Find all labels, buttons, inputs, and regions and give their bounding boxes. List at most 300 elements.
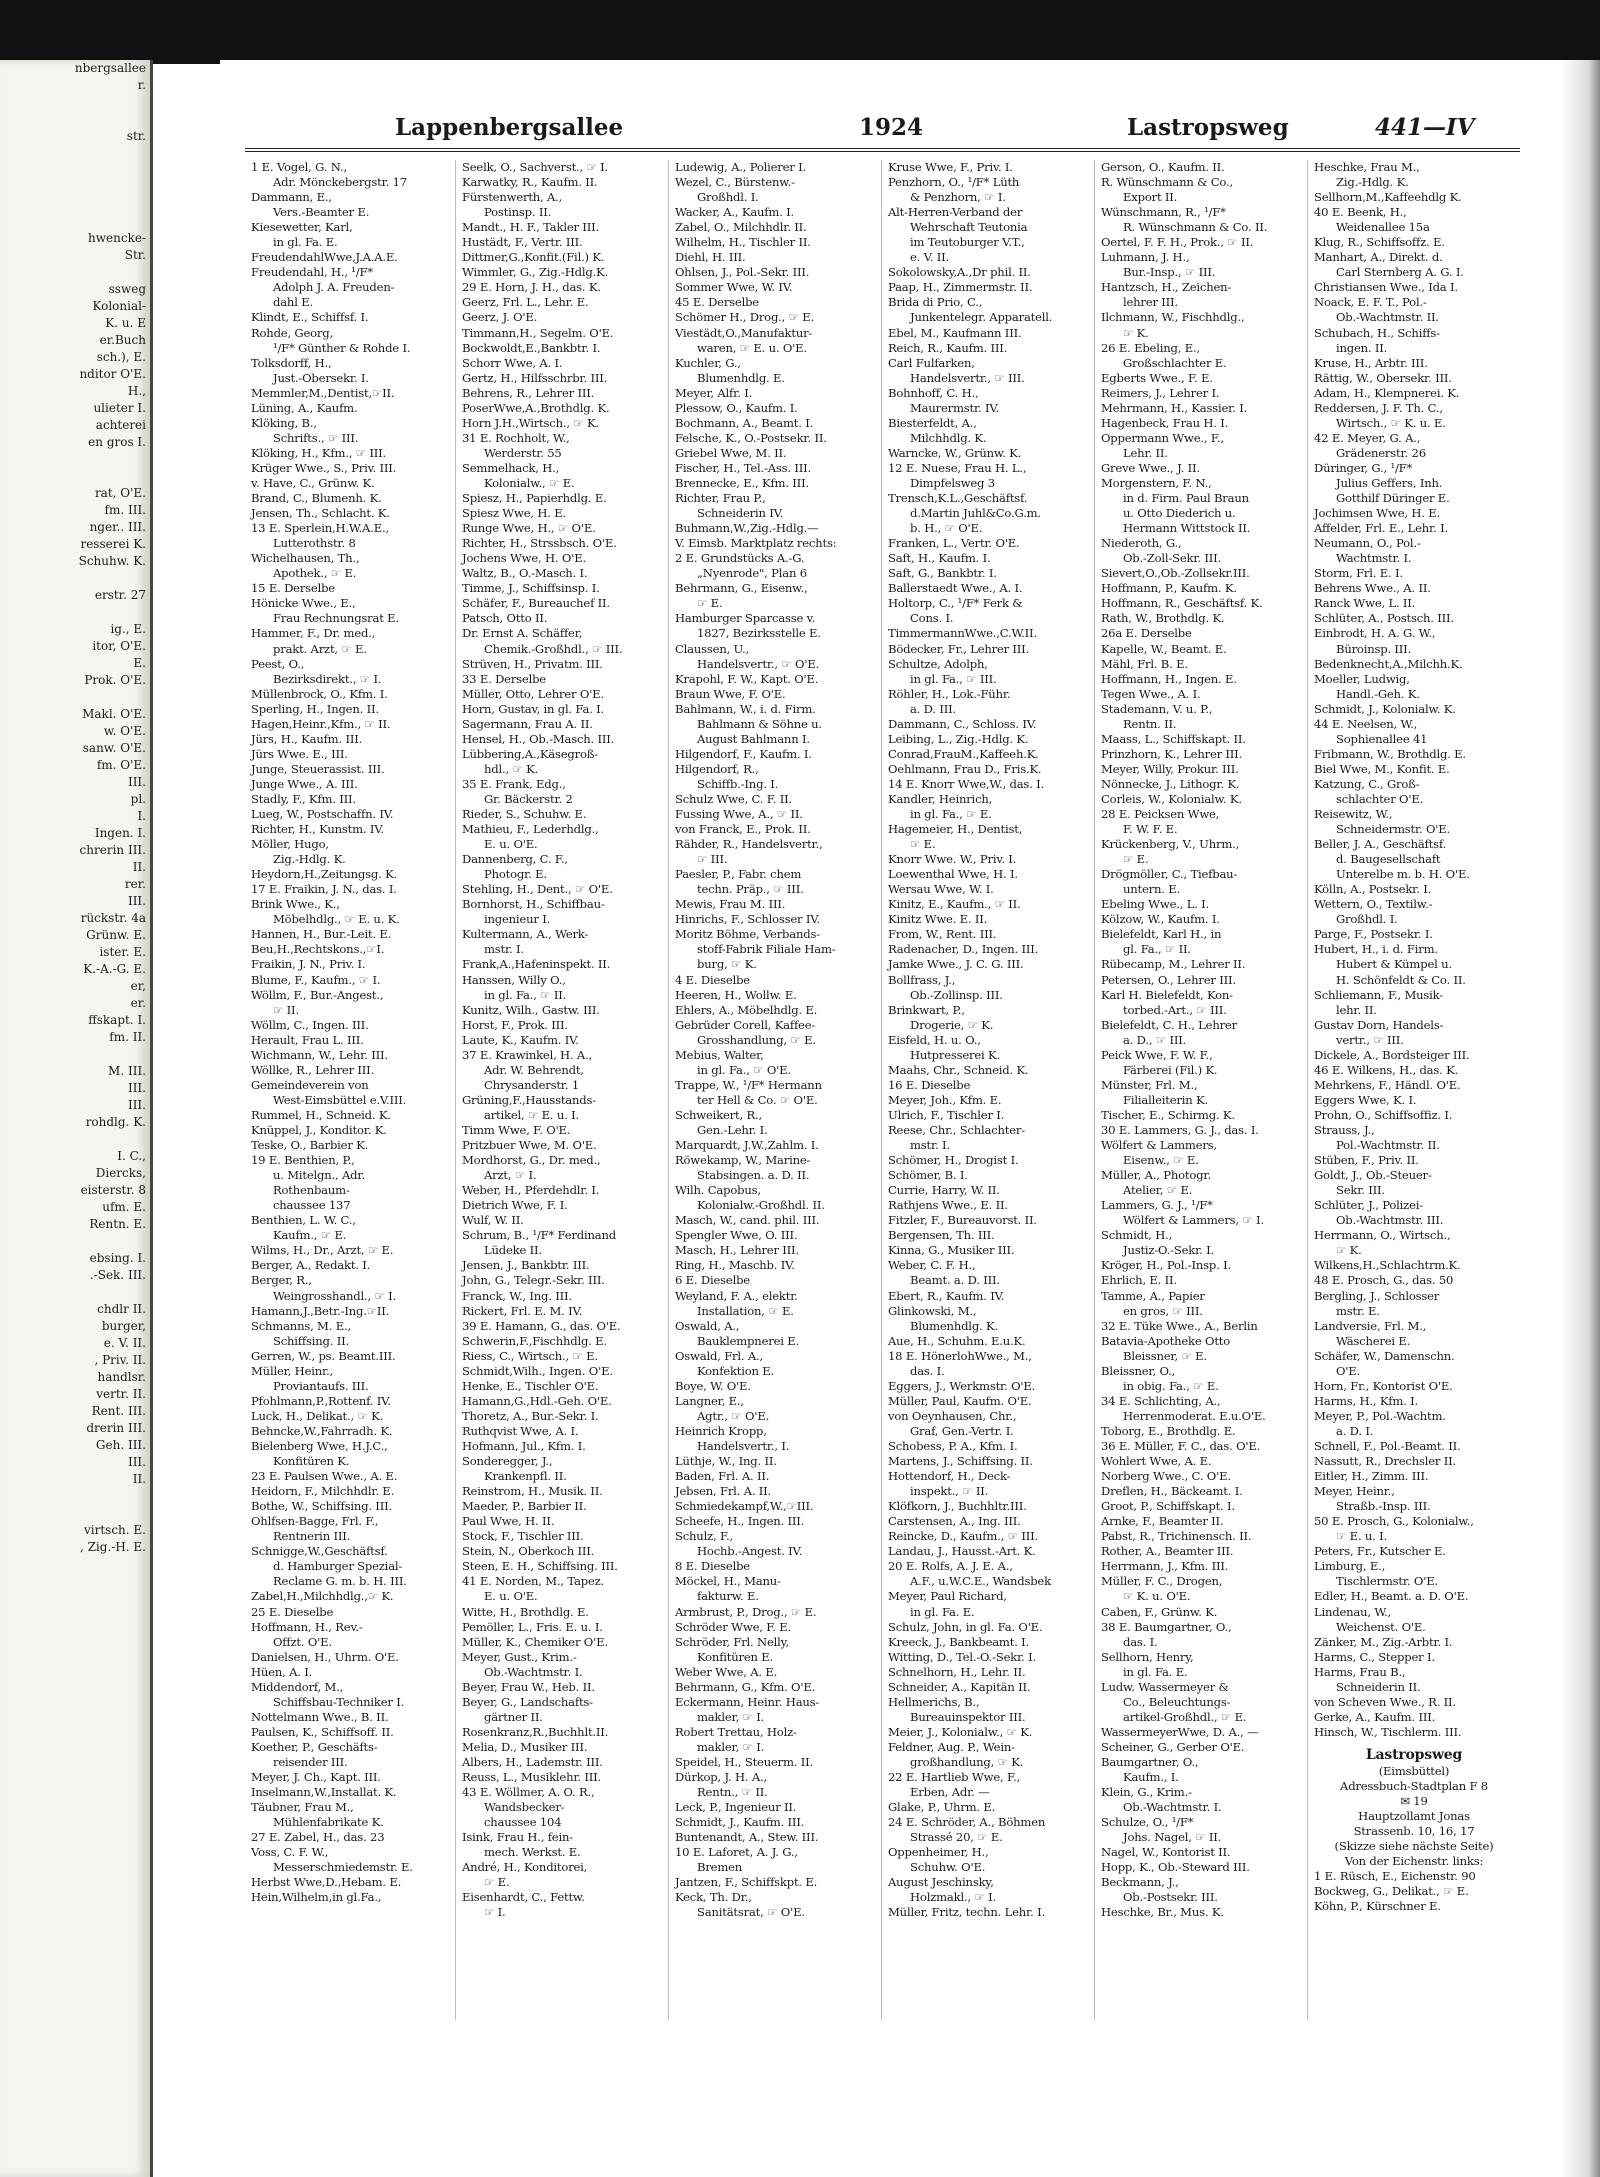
directory-entry-line: großhandlung, ☞ K. [910, 1754, 1024, 1769]
directory-entry-line: Klöking, B., [251, 415, 317, 430]
directory-entry-line: Schulze, O., ¹/F* [1101, 1815, 1194, 1830]
directory-entry-line: prakt. Arzt, ☞ E. [273, 641, 367, 656]
facing-page-fragment: fm. II. [109, 1030, 146, 1044]
directory-entry-line: Jochens Wwe, H. O'E. [462, 551, 586, 566]
directory-entry-line: Manhart, A., Direkt. d. [1314, 250, 1443, 265]
directory-entry-line: Rieder, S., Schuhw. E. [462, 807, 587, 822]
directory-entry-line: Holtorp, C., ¹/F* Ferk & [888, 596, 1023, 611]
directory-entry-line: 29 E. Horn, J. H., das. K. [462, 280, 601, 295]
facing-page-fragment: sch.), E. [96, 350, 146, 364]
directory-entry-line: Strauss, J., [1314, 1123, 1375, 1137]
directory-entry-line: Noack, E. F. T., Pol.- [1314, 295, 1427, 310]
directory-entry-line: West-Eimsbüttel e.V.III. [273, 1092, 407, 1107]
directory-entry-line: ☞ E. [1123, 852, 1149, 867]
directory-entry-line: Wachtmstr. I. [1336, 551, 1412, 566]
directory-entry-line: Hannen, H., Bur.-Leit. E. [251, 927, 392, 942]
directory-entry-line: Kandler, Heinrich, [888, 791, 993, 806]
street-section-line: Von der Eichenstr. links: [1344, 1854, 1484, 1869]
directory-entry-line: Reinstrom, H., Musik. II. [462, 1484, 603, 1499]
directory-entry-line: Handelsvertr., ☞ O'E. [697, 656, 820, 671]
directory-entry-line: Hutpresserei K. [910, 1047, 1000, 1062]
directory-entry-line: Ebert, R., Kaufm. IV. [888, 1288, 1005, 1303]
directory-entry-line: 16 E. Dieselbe [888, 1077, 971, 1092]
directory-entry-line: chaussee 137 [273, 1198, 351, 1213]
directory-entry-line: Affelder, Frl. E., Lehr. I. [1314, 521, 1448, 536]
directory-entry-line: Petersen, O., Lehrer III. [1101, 972, 1236, 987]
directory-entry-line: Holzmakl., ☞ I. [910, 1890, 996, 1905]
directory-entry-line: Runge Wwe, H., ☞ O'E. [462, 521, 596, 536]
directory-entry-line: Koether, P., Geschäfts- [251, 1739, 378, 1754]
facing-page-fragment [0, 1284, 150, 1301]
directory-entry-line: Ruthqvist Wwe, A. I. [462, 1423, 579, 1438]
directory-entry-line: Tolksdorff, H., [251, 355, 332, 370]
facing-page-fragment: resserei K. [80, 537, 146, 551]
directory-entry-line: Müller, Paul, Kaufm. O'E. [888, 1393, 1032, 1408]
directory-entry-line: ingenieur I. [484, 912, 551, 927]
directory-entry-line: Trensch,K.L.,Geschäftsf. [888, 491, 1028, 506]
directory-entry-line: Hermann Wittstock II. [1123, 521, 1251, 536]
directory-entry-line: Müller, F. C., Drogen, [1101, 1574, 1223, 1589]
directory-entry-line: Einbrodt, H. A. G. W., [1314, 626, 1436, 641]
facing-page-fragment: E. [133, 656, 146, 670]
directory-entry-line: Batavia-Apotheke Otto [1101, 1333, 1231, 1348]
directory-entry-line: das. I. [1123, 1634, 1158, 1649]
directory-entry-line: Peters, Fr., Kutscher E. [1314, 1544, 1446, 1559]
directory-entry-line: Heeren, H., Wollw. E. [675, 987, 797, 1002]
directory-entry-line: Installation, ☞ E. [697, 1303, 794, 1318]
directory-entry-line: 12 E. Nuese, Frau H. L., [888, 460, 1027, 475]
directory-entry-line: Hoffmann, H., Ingen. E. [1101, 671, 1237, 686]
directory-entry-line: Pol.-Wachtmstr. II. [1336, 1138, 1440, 1153]
directory-entry-line: Jochimsen Wwe, H. E. [1314, 506, 1440, 521]
scan-edge-mark [160, 46, 220, 64]
directory-entry-line: d. Hamburger Spezial- [273, 1559, 403, 1574]
facing-page-fragment: rohdlg. K. [85, 1115, 146, 1129]
directory-entry-line: Heidorn, F., Milchhdlr. E. [251, 1484, 395, 1499]
directory-entry-line: Weichenst. O'E. [1336, 1619, 1426, 1634]
directory-entry-line: Frank,A.,Hafeninspekt. II. [462, 957, 611, 972]
facing-page-fragment: II. [132, 860, 146, 874]
directory-entry-line: Kinitz Wwe. E. II. [888, 912, 988, 927]
directory-entry-line: Wohlert Wwe, A. E. [1101, 1454, 1212, 1469]
directory-entry-line: Feldner, Aug. P., Wein- [888, 1739, 1015, 1754]
directory-entry-line: ☞ I. [484, 1905, 506, 1920]
directory-entry-line: Schnigge,W.,Geschäftsf. [251, 1544, 388, 1559]
directory-entry-line: 34 E. Schlichting, A., [1101, 1393, 1221, 1408]
directory-entry-line: Hubert & Kümpel u. [1336, 957, 1452, 972]
directory-entry-line: Baumgartner, O., [1101, 1754, 1199, 1769]
directory-page [245, 100, 1520, 2140]
directory-entry-line: Fussing Wwe, A., ☞ II. [675, 807, 803, 822]
facing-page-fragment [0, 689, 150, 706]
directory-entry-line: Nottelmann Wwe., B. II. [251, 1709, 389, 1724]
directory-entry-line: Kultermann, A., Werk- [462, 927, 589, 942]
directory-entry-line: 1827, Bezirksstelle E. [697, 626, 821, 641]
directory-entry-line: Biesterfeldt, A., [888, 415, 977, 430]
directory-entry-line: Handelsvertr., I. [697, 1438, 790, 1453]
facing-page-fragment [0, 451, 150, 468]
directory-entry-line: Toborg, E., Brothdlg. E. [1101, 1423, 1236, 1438]
directory-entry-line: „Nyenrode", Plan 6 [697, 566, 807, 581]
directory-entry-line: Hellmerichs, B., [888, 1694, 980, 1709]
directory-entry-line: Freudendahl, H., ¹/F* [251, 265, 373, 280]
directory-entry-line: From, W., Rent. III. [888, 927, 997, 942]
directory-entry-line: techn. Präp., ☞ III. [697, 882, 804, 897]
facing-page-fragment: Grünw. E. [86, 928, 146, 942]
directory-entry-line: Braun Wwe, F. O'E. [675, 686, 786, 701]
directory-entry-line: Bezirksdirekt., ☞ I. [273, 671, 382, 686]
directory-entry-line: Albers, H., Lademstr. III. [462, 1754, 603, 1769]
directory-entry-line: Zabel,H.,Milchhdlg.,☞ K. [251, 1589, 394, 1604]
directory-entry-line: Lindenau, W., [1314, 1604, 1392, 1619]
directory-entry-line: Eggers, J., Werkmstr. O'E. [888, 1378, 1036, 1393]
directory-entry-line: Eckermann, Heinr. Haus- [675, 1694, 820, 1709]
directory-entry-line: Langner, E., [675, 1393, 744, 1408]
directory-entry-line: Saft, H., Kaufm. I. [888, 551, 991, 566]
facing-page-fragment [0, 162, 150, 179]
directory-entry-line: von Scheven Wwe., R. II. [1314, 1694, 1456, 1709]
directory-entry-line: Möckel, H., Manu- [675, 1574, 781, 1589]
directory-entry-line: Stadly, F., Kfm. III. [251, 791, 356, 806]
facing-page-fragment: ig., E. [110, 622, 146, 636]
directory-column [245, 160, 455, 2020]
directory-entry-line: vertr., ☞ III. [1336, 1032, 1404, 1047]
directory-entry-line: Schiffb.-Ing. I. [697, 776, 779, 791]
directory-entry-line: Dannenberg, C. F., [462, 852, 568, 867]
directory-entry-line: Ring, H., Maschb. IV. [675, 1258, 795, 1273]
directory-entry-line: Rentnerin III. [273, 1529, 351, 1544]
directory-entry-line: A.F., u.W.C.E., Wandsbek [910, 1574, 1051, 1589]
directory-entry-line: u. Otto Diederich u. [1123, 506, 1236, 521]
facing-page-fragment: eisterstr. 8 [80, 1183, 146, 1197]
directory-entry-line: Ebeling Wwe., L. I. [1101, 897, 1210, 912]
directory-entry-line: Timmann,H., Segelm. O'E. [462, 325, 614, 340]
directory-entry-line: Meyer, Willy, Prokur. III. [1101, 761, 1239, 776]
directory-entry-line: 14 E. Knorr Wwe,W., das. I. [888, 776, 1045, 791]
facing-page-fragment [0, 145, 150, 162]
directory-entry-line: 37 E. Krawinkel, H. A., [462, 1047, 593, 1062]
directory-entry-line: Franck, W., Ing. III. [462, 1288, 572, 1303]
facing-page-fragment: rückstr. 4a [80, 911, 146, 925]
directory-entry-line: Meyer, Joh., Kfm. E. [888, 1092, 1002, 1107]
facing-page-fragment: III. [127, 1081, 146, 1095]
directory-entry-line: Blumenhdlg. E. [697, 370, 785, 385]
directory-entry-line: Fischer, H., Tel.-Ass. III. [675, 460, 811, 475]
directory-entry-line: Dietrich Wwe, F. I. [462, 1198, 568, 1213]
directory-entry-line: Tischlermstr. O'E. [1336, 1574, 1438, 1589]
directory-entry-line: Müller, Heinr., [251, 1363, 334, 1378]
directory-entry-line: Wöllm, F., Bur.-Angest., [251, 987, 384, 1002]
facing-page-fragment [0, 213, 150, 230]
directory-entry-line: Hilgendorf, R., [675, 761, 759, 776]
directory-entry-line: Großhdl. I. [1336, 912, 1398, 927]
directory-entry-line: Currie, Harry, W. II. [888, 1183, 1000, 1198]
directory-entry-line: Schulz, John, in gl. Fa. O'E. [888, 1619, 1043, 1634]
directory-entry-line: Horn, Fr., Kontorist O'E. [1314, 1378, 1453, 1393]
facing-page-fragment: en gros I. [88, 435, 146, 449]
directory-entry-line: 26 E. Ebeling, E., [1101, 340, 1200, 355]
directory-entry-line: Hönicke Wwe., E., [251, 596, 356, 611]
directory-entry-line: Müller, Otto, Lehrer O'E. [462, 686, 604, 701]
directory-entry-line: Timm Wwe, F. O'E. [462, 1123, 571, 1137]
facing-page-fragment: sanw. O'E. [82, 741, 146, 755]
header-street-end: Lastropsweg [1127, 114, 1289, 141]
directory-entry-line: Bochmann, A., Beamt. I. [675, 415, 814, 430]
facing-page-fragment: chrerin III. [79, 843, 146, 857]
directory-entry-line: Kolonialw., ☞ E. [484, 475, 575, 490]
directory-entry-line: Morgenstern, F. N., [1101, 475, 1212, 490]
directory-entry-line: Greve Wwe., J. II. [1101, 460, 1200, 475]
directory-entry-line: Dittmer,G.,Konfit.(Fil.) K. [462, 250, 605, 265]
directory-entry-line: 30 E. Lammers, G. J., das. I. [1101, 1123, 1259, 1137]
directory-entry-line: 50 E. Prosch, G., Kolonialw., [1314, 1514, 1474, 1529]
directory-entry-line: Mordhorst, G., Dr. med., [462, 1153, 601, 1168]
directory-entry-line: inspekt., ☞ II. [910, 1484, 989, 1499]
directory-entry-line: Handl.-Geh. K. [1336, 686, 1420, 701]
directory-entry-line: Erben, Adr. — [910, 1785, 990, 1800]
directory-entry-line: Carl Sternberg A. G. I. [1336, 265, 1464, 280]
directory-entry-line: Horst, F., Prok. III. [462, 1017, 568, 1032]
directory-entry-line: Rentn., ☞ II. [697, 1785, 768, 1800]
directory-entry-line: Meyer, P., Pol.-Wachtm. [1314, 1408, 1446, 1423]
directory-entry-line: Adr. Mönckebergstr. 17 [273, 175, 407, 190]
directory-entry-line: Wacker, A., Kaufm. I. [675, 205, 795, 220]
directory-entry-line: Hamann,J.,Betr.-Ing.☞II. [251, 1303, 390, 1318]
directory-entry-line: Atelier, ☞ E. [1123, 1183, 1193, 1198]
directory-entry-line: lehrer III. [1123, 295, 1178, 310]
directory-entry-line: Christiansen Wwe., Ida I. [1314, 280, 1458, 295]
directory-entry-line: Büroinsp. III. [1336, 641, 1412, 656]
directory-entry-line: Rother, A., Beamter III. [1101, 1544, 1234, 1559]
scan-border-top [0, 0, 1600, 60]
directory-entry-line: Kruse Wwe, F., Priv. I. [888, 160, 1013, 174]
street-section-line: 1 E. Rüsch, E., Eichenstr. 90 [1314, 1869, 1476, 1884]
directory-entry-line: torbed.-Art., ☞ III. [1123, 1002, 1227, 1017]
directory-entry-line: Reisewitz, W., [1314, 807, 1393, 822]
directory-entry-line: Möbelhdlg., ☞ E. u. K. [273, 912, 400, 927]
directory-entry-line: & Penzhorn, ☞ I. [910, 190, 1006, 205]
previous-page-edge [0, 60, 153, 2177]
directory-entry-line: E. u. O'E. [484, 1589, 538, 1604]
facing-page-fragment: , Zig.-H. E. [79, 1540, 146, 1554]
directory-entry-line: 20 E. Rolfs, A. J. E. A., [888, 1559, 1013, 1574]
directory-entry-line: Wandsbecker- [484, 1800, 565, 1815]
directory-entry-line: Behrens Wwe., A. II. [1314, 581, 1431, 596]
directory-entry-line: von Franck, E., Prok. II. [675, 822, 811, 837]
directory-entry-line: O'E. [1336, 1363, 1361, 1378]
facing-page-fragment: handlsr. [97, 1370, 146, 1384]
facing-page-fragment: Rentn. E. [89, 1217, 146, 1231]
facing-page-fragment: III. [127, 894, 146, 908]
directory-entry-line: Wöllm, C., Ingen. III. [251, 1017, 369, 1032]
directory-entry-line: lehr. II. [1336, 1002, 1377, 1017]
directory-entry-line: Pemöller, L., Fris. E. u. I. [462, 1619, 603, 1634]
directory-entry-line: Rosenkranz,R.,Buchhlt.II. [462, 1724, 609, 1739]
directory-entry-line: Schmidt, H., [1101, 1228, 1173, 1243]
directory-entry-line: Mähl, Frl. B. E. [1101, 656, 1188, 671]
facing-page-fragment: .-Sek. III. [89, 1268, 146, 1282]
directory-entry-line: Bremen [697, 1860, 743, 1875]
facing-page-fragment: drerin III. [86, 1421, 146, 1435]
directory-entry-line: Hoffmann, H., Rev.- [251, 1619, 363, 1634]
directory-entry-line: Bödecker, Fr., Lehrer III. [888, 641, 1030, 656]
directory-entry-line: Spiesz Wwe, H. E. [462, 506, 566, 521]
directory-entry-line: Färberei (Fil.) K. [1123, 1062, 1218, 1077]
directory-entry-line: F. W. F. E. [1123, 822, 1178, 837]
directory-entry-line: Graf, Gen.-Vertr. I. [910, 1423, 1014, 1438]
facing-page-fragment: III. [127, 1098, 146, 1112]
directory-entry-line: Weber Wwe, A. E. [675, 1664, 778, 1679]
directory-entry-line: Zig.-Hdlg. K. [273, 852, 346, 867]
directory-entry-line: Kolonialw.-Großhdl. II. [697, 1198, 825, 1213]
directory-entry-line: Schweikert, R., [675, 1107, 762, 1122]
directory-entry-line: dahl E. [273, 295, 313, 310]
directory-entry-line: Mebius, Walter, [675, 1047, 764, 1062]
directory-entry-line: Ohlfsen-Bagge, Frl. F., [251, 1514, 379, 1529]
directory-entry-line: Schneiderin IV. [697, 506, 784, 521]
directory-entry-line: Müller, Fritz, techn. Lehr. I. [888, 1905, 1045, 1920]
facing-page-fragment [0, 1046, 150, 1063]
directory-entry-line: Brinkwart, P., [888, 1002, 965, 1017]
directory-entry-line: Wezel, C., Bürstenw.- [675, 175, 795, 190]
facing-page-fragment [0, 94, 150, 111]
directory-entry-line: Schobess, P. A., Kfm. I. [888, 1438, 1018, 1453]
directory-entry-line: Danielsen, H., Uhrm. O'E. [251, 1649, 399, 1664]
directory-entry-line: Sophienallee 41 [1336, 731, 1428, 746]
directory-entry-line: Griebel Wwe, M. II. [675, 445, 787, 460]
facing-page-fragment: H., [127, 384, 146, 398]
directory-entry-line: makler, ☞ I. [697, 1739, 765, 1754]
directory-entry-line: Dimpfelsweg 3 [910, 475, 995, 490]
directory-entry-line: Rohde, Georg, [251, 325, 333, 340]
directory-entry-line: Hagenbeck, Frau H. I. [1101, 415, 1229, 430]
directory-entry-line: Arnke, F., Beamter II. [1101, 1514, 1224, 1529]
directory-entry-line: Photogr. E. [484, 867, 547, 882]
directory-entry-line: ☞ II. [273, 1002, 299, 1017]
directory-entry-line: Wichelhausen, Th., [251, 551, 360, 566]
directory-entry-line: Schneidermstr. O'E. [1336, 822, 1451, 837]
directory-entry-line: Lübbering,A.,Käsegroß- [462, 746, 599, 761]
directory-entry-line: Paesler, P., Fabr. chem [675, 867, 802, 882]
directory-entry-line: Maurermstr. IV. [910, 400, 1000, 415]
directory-entry-line: Sellhorn, Henry, [1101, 1649, 1194, 1664]
directory-entry-line: chaussee 104 [484, 1815, 562, 1830]
directory-entry-line: Franken, L., Vertr. O'E. [888, 536, 1020, 551]
directory-entry-line: Lueg, W., Postschaffn. IV. [251, 807, 394, 822]
directory-entry-line: in gl. Fa., ☞ O'E. [697, 1062, 791, 1077]
directory-entry-line: 10 E. Laforet, A. J. G., [675, 1845, 798, 1860]
directory-entry-line: Teske, O., Barbier K. [251, 1138, 369, 1153]
directory-entry-line: 39 E. Hamann, G., das. O'E. [462, 1318, 621, 1333]
directory-entry-line: Frau Rechnungsrat E. [273, 611, 399, 626]
facing-page-fragment: II. [132, 1472, 146, 1486]
directory-entry-line: Wimmler, G., Zig.-Hdlg.K. [462, 265, 609, 280]
directory-entry-line: Bielefeldt, Karl H., in [1101, 927, 1222, 942]
directory-entry-line: Luhmann, J. H., [1101, 250, 1190, 265]
directory-entry-line: Bauklempnerei E. [697, 1333, 799, 1348]
directory-entry-line: Bahlmann & Söhne u. [697, 716, 822, 731]
directory-entry-line: Witting, D., Tel.-O.-Sekr. I. [888, 1649, 1037, 1664]
directory-entry-line: ingen. II. [1336, 340, 1388, 355]
directory-entry-line: Hochb.-Angest. IV. [697, 1544, 803, 1559]
directory-entry-line: 40 E. Beenk, H., [1314, 205, 1407, 220]
directory-entry-line: Loewenthal Wwe, H. I. [888, 867, 1018, 882]
directory-entry-line: Herrmann, O., Wirtsch., [1314, 1228, 1451, 1243]
directory-entry-line: Herrmann, J., Kfm. III. [1101, 1559, 1229, 1574]
directory-entry-line: Bothe, W., Schiffsing. III. [251, 1499, 392, 1514]
directory-entry-line: Kinitz, E., Kaufm., ☞ II. [888, 897, 1021, 912]
directory-entry-line: Wölfert & Lammers, ☞ I. [1123, 1213, 1264, 1228]
directory-entry-line: Knorr Wwe. W., Priv. I. [888, 852, 1017, 867]
directory-entry-line: Karl H. Bielefeldt, Kon- [1101, 987, 1233, 1002]
directory-entry-line: Leibing, L., Zig.-Hdlg. K. [888, 731, 1029, 746]
directory-entry-line: Speidel, H., Steuerm. II. [675, 1754, 814, 1769]
street-section-line: Strassenb. 10, 16, 17 [1353, 1824, 1475, 1839]
directory-entry-line: Reincke, D., Kaufm., ☞ III. [888, 1529, 1038, 1544]
directory-entry-line: von Oeynhausen, Chr., [888, 1408, 1017, 1423]
directory-entry-line: Schneiderin II. [1336, 1679, 1421, 1694]
directory-entry-line: Schröder Wwe, F. E. [675, 1619, 791, 1634]
facing-page-fragment: Ingen. I. [94, 826, 146, 840]
directory-entry-line: Herbst Wwe,D.,Hebam. E. [251, 1875, 402, 1890]
directory-entry-line: Fraikin, J. N., Priv. I. [251, 957, 366, 972]
directory-entry-line: Groot, P., Schiffskapt. I. [1101, 1499, 1235, 1514]
directory-entry-line: Stein, N., Oberkoch III. [462, 1544, 595, 1559]
directory-entry-line: Konfitüren K. [273, 1454, 350, 1469]
directory-entry-line: Jensen, Th., Schlacht. K. [251, 506, 390, 521]
directory-entry-line: fakturw. E. [697, 1589, 759, 1604]
facing-page-fragment: Schuhw. K. [78, 554, 146, 568]
directory-entry-line: Ob.-Wachtmstr. II. [1336, 310, 1439, 325]
directory-entry-line: Bedenknecht,A.,Milchh.K. [1314, 656, 1463, 671]
directory-entry-line: Spengler Wwe, O. III. [675, 1228, 798, 1243]
directory-entry-line: Sellhorn,M.,Kaffeehdlg K. [1314, 190, 1462, 205]
directory-entry-line: Radenacher, D., Ingen. III. [888, 942, 1039, 957]
directory-entry-line: Sokolowsky,A.,Dr phil. II. [888, 265, 1031, 280]
directory-entry-line: Täubner, Frau M., [251, 1800, 354, 1815]
directory-entry-line: FreudendahlWwe,J.A.A.E. [251, 250, 398, 265]
directory-entry-line: Karwatky, R., Kaufm. II. [462, 175, 598, 190]
header-year: 1924 [859, 114, 924, 141]
directory-entry-line: in gl. Fa., ☞ E. [910, 807, 992, 822]
directory-entry-line: Gemeindeverein von [251, 1077, 369, 1092]
directory-entry-line: 33 E. Derselbe [462, 671, 546, 686]
directory-entry-line: Sonderegger, J., [462, 1454, 553, 1469]
directory-entry-line: 28 E. Peicksen Wwe, [1101, 807, 1220, 822]
directory-entry-line: Sommer Wwe, W. IV. [675, 280, 793, 295]
directory-entry-line: Nönnecke, J., Lithogr. K. [1101, 776, 1240, 791]
street-section-line: Adressbuch-Stadtplan F 8 [1340, 1778, 1488, 1793]
street-section-line: (Skizze siehe nächste Seite) [1334, 1839, 1494, 1854]
directory-entry-line: Dr. Ernst A. Schäffer, [462, 626, 583, 641]
directory-entry-line: Meyer, Paul Richard, [888, 1589, 1007, 1604]
directory-entry-line: Co., Beleuchtungs- [1123, 1694, 1231, 1709]
directory-entry-line: Hofmann, Jul., Kfm. I. [462, 1438, 586, 1453]
directory-entry-line: Lutterothstr. 8 [273, 536, 356, 551]
directory-entry-line: Eitler, H., Zimm. III. [1314, 1469, 1429, 1484]
directory-entry-line: Wäscherei E. [1336, 1333, 1411, 1348]
directory-entry-line: Hubert, H., i. d. Firm. [1314, 942, 1438, 957]
directory-entry-line: 22 E. Hartlieb Wwe, F., [888, 1770, 1020, 1785]
facing-page-fragment: Geh. III. [95, 1438, 146, 1452]
directory-entry-line: Gerren, W., ps. Beamt.III. [251, 1348, 396, 1363]
directory-entry-line: 19 E. Benthien, P., [251, 1153, 355, 1168]
directory-entry-line: Oppermann Wwe., F., [1101, 430, 1224, 445]
directory-entry-line: mech. Werkst. E. [484, 1845, 581, 1860]
facing-page-fragment: ulieter I. [93, 401, 146, 415]
directory-entry-line: ter Hell & Co. ☞ O'E. [697, 1092, 818, 1107]
directory-entry-line: Lüdeke II. [484, 1243, 542, 1258]
